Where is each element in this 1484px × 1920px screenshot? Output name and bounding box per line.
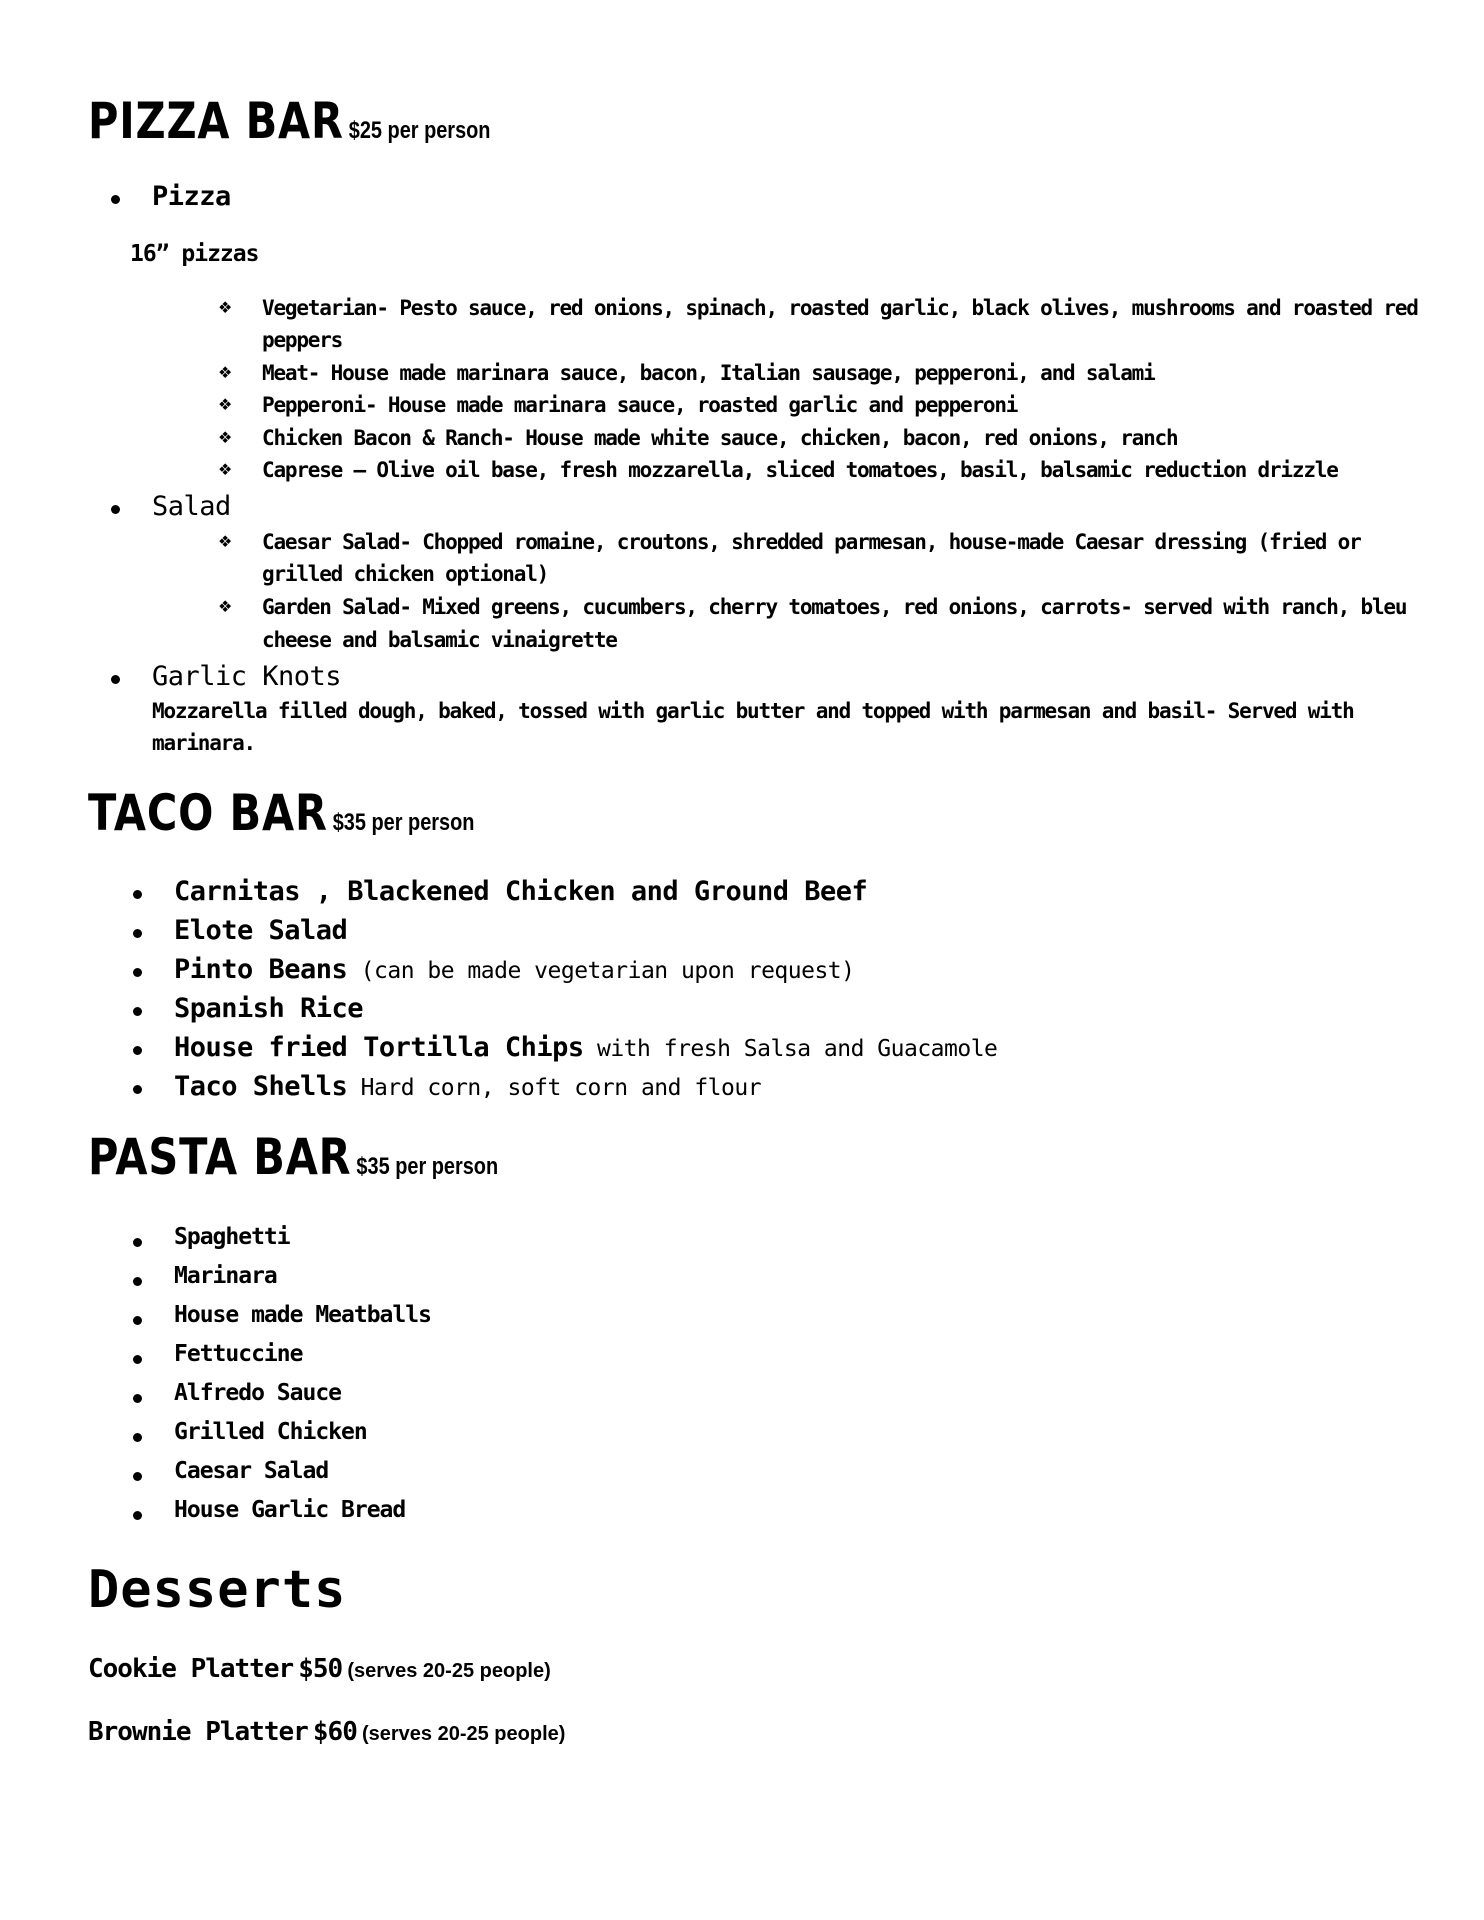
pizza-label: Pizza: [152, 181, 231, 212]
brownie-platter-name: Brownie Platter: [88, 1717, 308, 1747]
garlic-knots-label: Garlic Knots: [152, 661, 342, 692]
pizza-item: peppers: [262, 328, 343, 352]
diamond-bullet-icon: ❖: [218, 597, 233, 616]
diamond-bullet-icon: ❖: [218, 428, 233, 447]
taco-bar-title: TACO BAR: [88, 784, 328, 842]
pasta-item: Spaghetti: [174, 1224, 290, 1250]
pasta-item: Caesar Salad: [174, 1458, 329, 1484]
pizza-item: Meat- House made marinara sauce, bacon, Italian sausage, pepperoni, and salami: [262, 361, 1155, 385]
bullet: [133, 968, 142, 977]
diamond-bullet-icon: ❖: [218, 460, 233, 479]
salad-item: Garden Salad- Mixed greens, cucumbers, cherry tomatoes, red onions, carrots- served with ranch, bleu: [262, 595, 1407, 619]
taco-item: Elote Salad: [174, 915, 348, 946]
pizza-bar-price: $25 per person: [348, 117, 491, 144]
pasta-bar-price: $35 per person: [356, 1153, 499, 1180]
taco-item: Taco Shells Hard corn, soft corn and flour: [174, 1071, 762, 1102]
pizza-size: 16” pizzas: [130, 241, 259, 267]
taco-item: Spanish Rice: [174, 993, 364, 1024]
salad-label: Salad: [152, 491, 231, 522]
bullet: [133, 1238, 142, 1247]
bullet: [133, 1394, 142, 1403]
bullet: [133, 1085, 142, 1094]
taco-bar-heading: [88, 784, 474, 842]
cookie-platter-price: $50: [298, 1654, 343, 1684]
pasta-item: Marinara: [174, 1263, 277, 1289]
pizza-item: Caprese – Olive oil base, fresh mozzarella, sliced tomatoes, basil, balsamic reduction drizzle: [262, 458, 1338, 482]
pizza-bar-heading: [88, 92, 490, 150]
bullet: [133, 1472, 142, 1481]
diamond-bullet-icon: ❖: [218, 532, 233, 551]
taco-item: Carnitas , Blackened Chicken and Ground Beef: [174, 876, 868, 907]
taco-item: House fried Tortilla Chips with fresh Salsa and Guacamole: [174, 1032, 998, 1063]
brownie-platter-price: $60: [312, 1717, 357, 1747]
diamond-bullet-icon: ❖: [218, 363, 233, 382]
pizza-item: Chicken Bacon & Ranch- House made white sauce, chicken, bacon, red onions, ranch: [262, 426, 1178, 450]
pasta-item: House made Meatballs: [174, 1302, 431, 1328]
desserts-heading: Desserts: [88, 1560, 347, 1620]
bullet: [111, 505, 120, 514]
pizza-bar-title: PIZZA BAR: [88, 92, 344, 150]
cookie-platter-serves: (serves 20-25 people): [347, 1660, 551, 1682]
pasta-item: House Garlic Bread: [174, 1497, 406, 1523]
salad-item: Caesar Salad- Chopped romaine, croutons, shredded parmesan, house-made Caesar dressing (fried or: [262, 530, 1361, 554]
diamond-bullet-icon: ❖: [218, 395, 233, 414]
salad-item: cheese and balsamic vinaigrette: [262, 628, 617, 652]
bullet: [133, 1355, 142, 1364]
bullet: [133, 1511, 142, 1520]
bullet: [133, 1433, 142, 1442]
cookie-platter: [88, 1654, 551, 1684]
bullet: [111, 195, 120, 204]
bullet: [133, 1277, 142, 1286]
pasta-bar-heading: [88, 1128, 498, 1186]
bullet: [133, 1046, 142, 1055]
bullet: [133, 929, 142, 938]
diamond-bullet-icon: ❖: [218, 298, 233, 317]
salad-item: grilled chicken optional): [262, 562, 549, 586]
brownie-platter: [88, 1717, 565, 1747]
pasta-item: Fettuccine: [174, 1341, 303, 1367]
bullet: [133, 1316, 142, 1325]
garlic-knots-desc: Mozzarella filled dough, baked, tossed with garlic butter and topped with parmesan and basil- Served with: [152, 699, 1354, 723]
pizza-item: Vegetarian- Pesto sauce, red onions, spinach, roasted garlic, black olives, mushrooms and roasted red: [262, 296, 1418, 320]
bullet: [133, 890, 142, 899]
bullet: [111, 675, 120, 684]
bullet: [133, 1007, 142, 1016]
pizza-item: Pepperoni- House made marinara sauce, roasted garlic and pepperoni: [262, 393, 1018, 417]
garlic-knots-desc: marinara.: [152, 731, 255, 755]
taco-bar-price: $35 per person: [332, 809, 475, 836]
cookie-platter-name: Cookie Platter: [88, 1654, 294, 1684]
pasta-bar-title: PASTA BAR: [88, 1128, 352, 1186]
taco-item: Pinto Beans (can be made vegetarian upon request): [174, 954, 855, 985]
pasta-item: Alfredo Sauce: [174, 1380, 342, 1406]
brownie-platter-serves: (serves 20-25 people): [361, 1723, 566, 1745]
pasta-item: Grilled Chicken: [174, 1419, 367, 1445]
